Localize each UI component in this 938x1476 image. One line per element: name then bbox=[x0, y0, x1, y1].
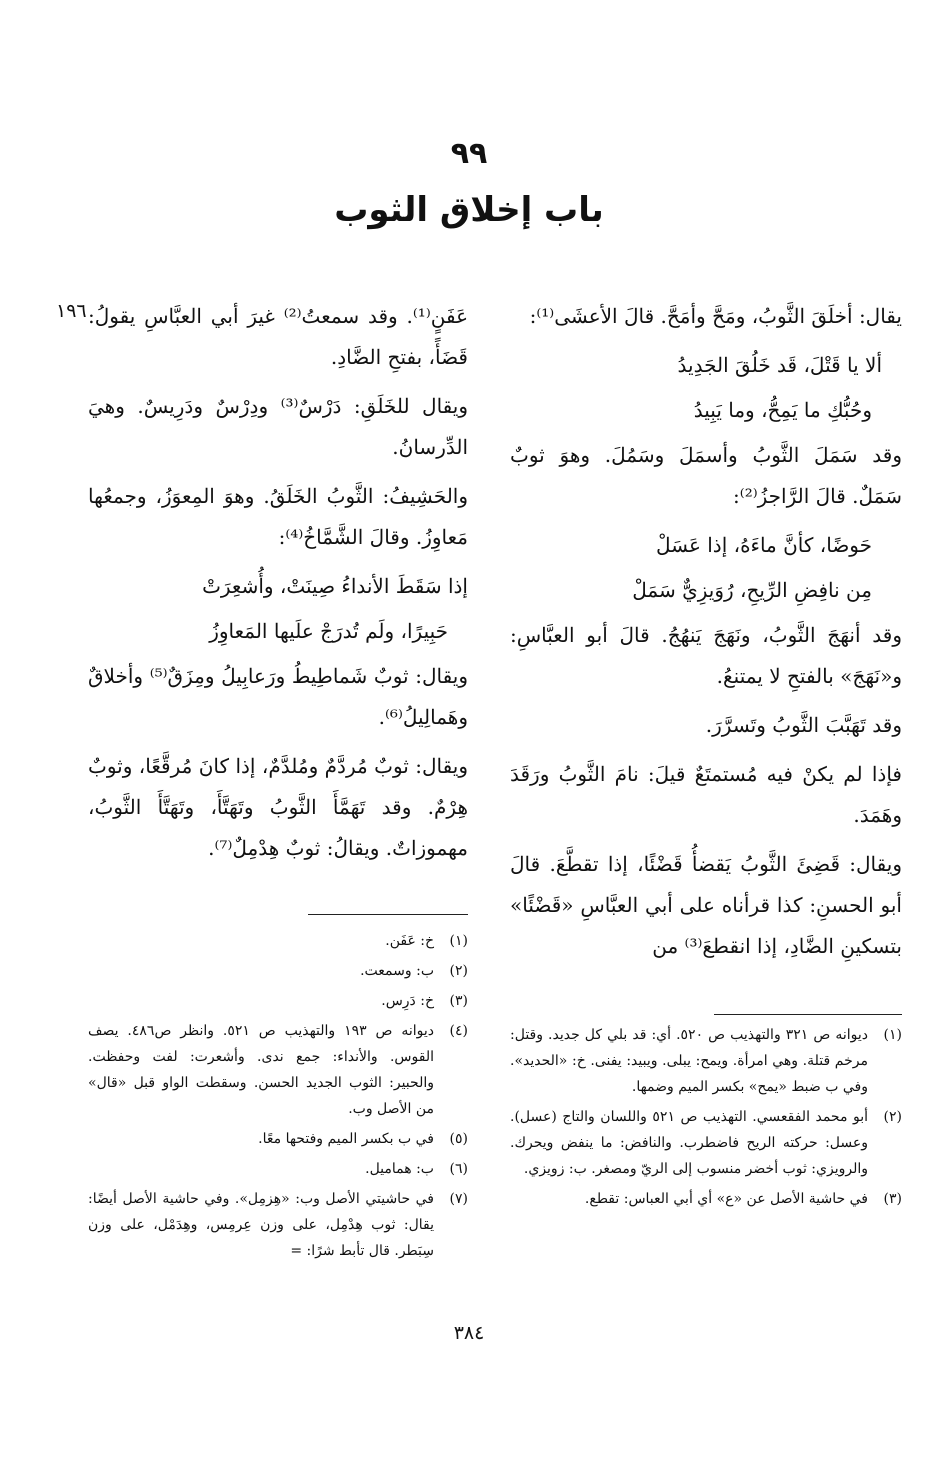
footnote bbox=[88, 1186, 468, 1264]
footnote-text: ب: هماميل. bbox=[365, 1161, 434, 1177]
footnote-text: خ: عَفَن. bbox=[385, 933, 434, 949]
right-para-4: وقد تَهَبَّبَ الثَّوبُ وتَسرَّرَ. bbox=[705, 713, 902, 737]
left-verse-1b: حَبِيرًا، ولَم تُدرَجْ علَيها المَعاوِزُ bbox=[209, 619, 448, 643]
right-para-3: وقد أنهَجَ الثَّوبُ، ونَهَجَ يَنهُجُ. قالَ أبو العبَّاسِ: و«نَهَجَ» بالفتحِ لا يمتنعُ. bbox=[510, 623, 902, 688]
page-number: ٣٨٤ bbox=[453, 1322, 485, 1344]
footnote-number: (٧) bbox=[449, 1191, 468, 1207]
right-para-1: يقال: أخلَقَ الثَّوبُ، ومَحَّ وأمَحَّ. قالَ الأعشَى⁽¹⁾: bbox=[529, 304, 902, 328]
footnote-divider-right bbox=[714, 1014, 902, 1015]
footnote-text: في حاشيتي الأصل وب: «هِزمِل». وفي حاشية الأصل أيضًا: يقال: ثوب هِدْمِل، على وزن عِرمِس، وهِدَمْل، على وزن سِبَطر. قال تأبط شرًا: = bbox=[88, 1191, 434, 1259]
footnote-number: (٣) bbox=[449, 993, 468, 1009]
footnote-number: (٥) bbox=[449, 1131, 468, 1147]
footnote-number: (٤) bbox=[449, 1023, 468, 1039]
left-para-2: ويقال للخَلَقِ: دَرْسٌ⁽³⁾ ودِرْسٌ ودَرِيسٌ. وهيَ الدِّرسانُ. bbox=[88, 394, 468, 459]
left-verse-1a: إذا سَقَطَ الأنداءُ صِينَتْ، وأُشعِرَتْ bbox=[202, 574, 468, 598]
footnote bbox=[510, 1186, 902, 1212]
footnote-text: خ: دَرِس. bbox=[381, 993, 434, 1009]
footnote bbox=[88, 988, 468, 1014]
footnote-text: ب: وسمعت. bbox=[360, 963, 434, 979]
footnote bbox=[88, 1018, 468, 1122]
right-verse-1a: ألا يا قَتْلَ، قَد خَلُقَ الجَدِيدُ bbox=[677, 353, 882, 377]
left-para-1: عَفَنٍ⁽¹⁾. وقد سمعتُ⁽²⁾ غيرَ أبي العبَّاسِ يقولُ: قَضَأً، بفتحِ الضَّادِ. bbox=[88, 304, 468, 369]
footnote-text: في ب بكسر الميم وفتحها معًا. bbox=[258, 1131, 434, 1147]
footnote-number: (٢) bbox=[883, 1109, 902, 1125]
left-para-5: ويقال: ثوبٌ مُردَّمٌ ومُلدَّمٌ، إذا كانَ مُرقَّعًا، وثوبٌ هِرْمٌ. وقد تَهَمَّأَ الثَّوبُ وتَهَتَّأَ، وتَهَتَّأَ الثَّوبُ، مهموزاتٌ. ويقالُ: ثوبٌ هِدْمِلٌ⁽⁷⁾. bbox=[88, 754, 468, 860]
right-para-2: وقد سَمَلَ الثَّوبُ وأسمَلَ وسَمُلَ. وهوَ ثوبٌ سَمَلٌ. قالَ الرَّاجزُ⁽²⁾: bbox=[510, 443, 902, 508]
footnote-number: (١) bbox=[449, 933, 468, 949]
margin-number: ١٩٦ bbox=[56, 300, 87, 322]
footnote bbox=[88, 1126, 468, 1152]
chapter-number: ٩٩ bbox=[450, 136, 488, 171]
footnote bbox=[510, 1104, 902, 1182]
right-para-6: ويقال: قَضِئَ الثَّوبُ يَقضأُ قَضْئًا، إذا تقطَّعَ. قالَ أبو الحسنِ: كذا قرأناه على أبي العبَّاسِ «قَضْئًا» بتسكينِ الضَّادِ، إذا انقطعَ⁽³⁾ من bbox=[510, 852, 902, 958]
footnote-divider-left bbox=[308, 914, 468, 915]
left-para-4: ويقال: ثوبٌ شَماطِيطُ ورَعابِيلُ ومِزَقٌ⁽⁵⁾ وأخلاقٌ وهَمالِيلُ⁽⁶⁾. bbox=[88, 664, 468, 729]
chapter-title: باب إخلاق الثوب bbox=[334, 190, 604, 230]
right-verse-2a: حَوضًا، كأنَّ ماءَهُ، إذا عَسَلْ bbox=[655, 533, 872, 557]
footnote-number: (٢) bbox=[449, 963, 468, 979]
footnote-text: في حاشية الأصل عن «ع» أي أبي العباس: تقطع. bbox=[584, 1191, 868, 1207]
right-column bbox=[510, 296, 902, 975]
footnote-number: (٦) bbox=[449, 1161, 468, 1177]
footnote bbox=[510, 1022, 902, 1100]
footnote-text: أبو محمد الفقعسي. التهذيب ص ٥٢١ واللسان والتاج (عسل). وعسل: حركته الريح فاضطرب. والنافض: ما ينفض ويحرك. والرويزي: ثوب أخضر منسوب إلى الريّ ومصغر. ب: زويزي. bbox=[510, 1109, 868, 1177]
footnote-number: (١) bbox=[883, 1027, 902, 1043]
right-para-5: فإذا لم يكنْ فيه مُستمتَعٌ قيلَ: نامَ الثَّوبُ ورَقَدَ وهَمَدَ. bbox=[510, 762, 902, 827]
right-verse-2b: مِن نافِضِ الرِّيحِ، رُوَيزِيٌّ سَمَلْ bbox=[632, 578, 872, 602]
left-para-3: والحَشِيفُ: الثَّوبُ الخَلَقُ. وهوَ المِعوَزُ، وجمعُها مَعاوِزُ. وقالَ الشَّمَّاخُ⁽⁴⁾: bbox=[88, 484, 468, 549]
left-column bbox=[88, 296, 468, 877]
footnote bbox=[88, 958, 468, 984]
right-verse-1b: وحُبُّكِ ما يَمِحُّ، وما يَبِيدُ bbox=[693, 398, 872, 422]
footnote bbox=[88, 928, 468, 954]
footnotes-left bbox=[88, 928, 468, 1268]
footnote bbox=[88, 1156, 468, 1182]
footnote-text: ديوانه ص ١٩٣ والتهذيب ص ٥٢١. وانظر ص٤٨٦. يصف القوس. والأنداء: جمع ندى. وأشعرت: لفت وحفظت. والحبير: الثوب الجديد الحسن. وسقطت الواو قبل «قال» من الأصل وب. bbox=[88, 1023, 434, 1117]
footnotes-right bbox=[510, 1022, 902, 1216]
footnote-text: ديوانه ص ٣٢١ والتهذيب ص ٥٢٠. أي: قد بلي كل جديد. وقتل: مرخم قتلة. وهي امرأة. ويمح: يبلى. ويبيد: يفنى. خ: «الحديد». وفي ب ضبط «يمح» بكسر الميم وضمها. bbox=[510, 1027, 869, 1095]
footnote-number: (٣) bbox=[883, 1191, 902, 1207]
